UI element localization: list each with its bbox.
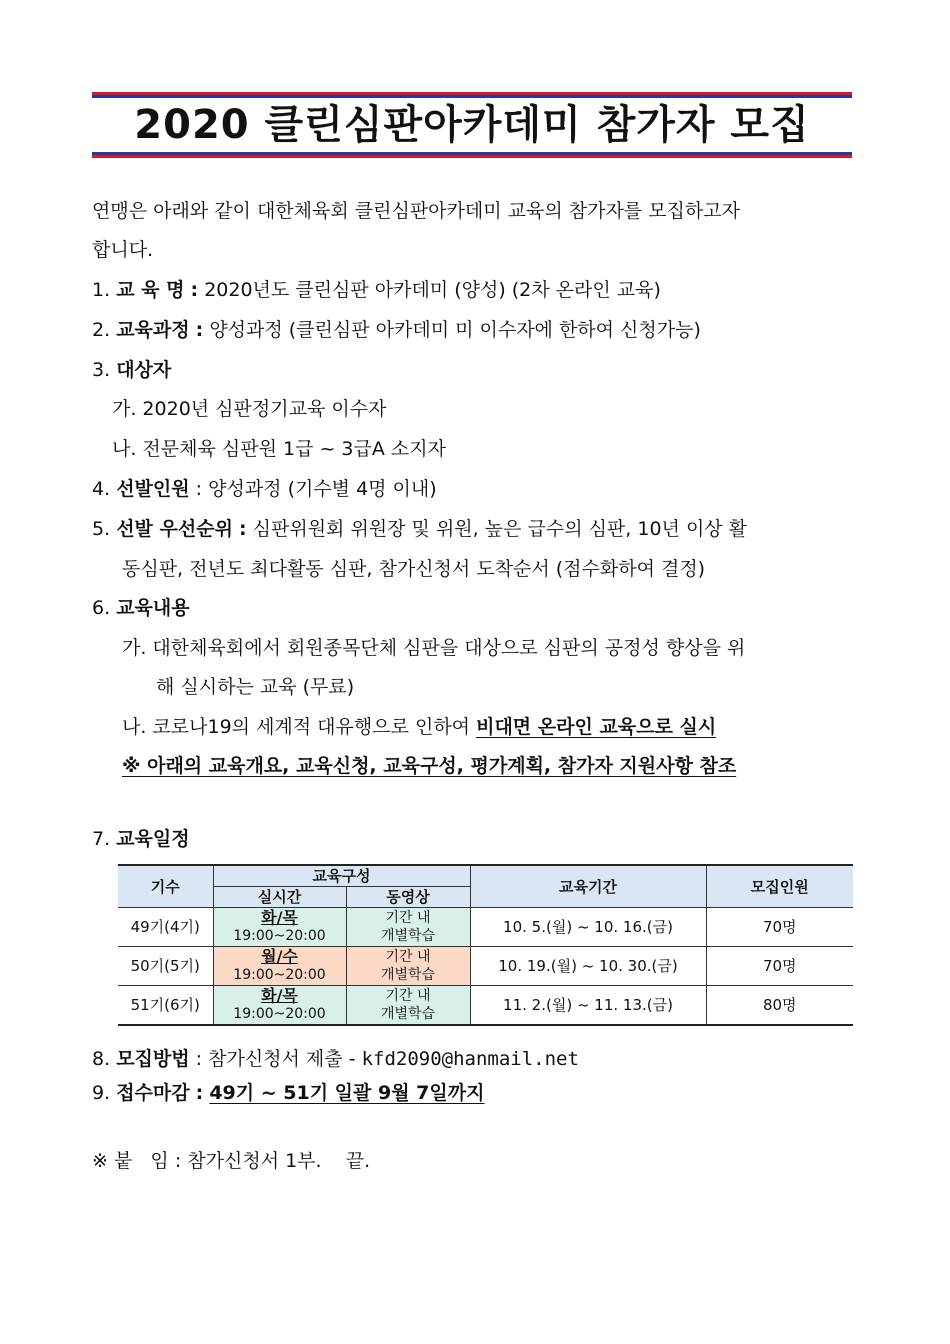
item-number: 8. — [92, 1048, 111, 1070]
table-row — [118, 947, 853, 986]
item-deadline — [92, 1080, 484, 1106]
content-sub-b — [122, 714, 716, 740]
item-selection-count — [92, 476, 437, 502]
item-text: 심판위원회 위원장 및 위원, 높은 급수의 심판, 10년 이상 활 — [252, 518, 748, 540]
page-title: 2020 클린심판아카데미 참가자 모집 — [134, 102, 810, 148]
video-line-1: 기간 내 — [385, 949, 431, 965]
video-line-2: 개별학습 — [380, 967, 436, 983]
item-selection-priority — [92, 516, 747, 542]
item-number: 7. — [92, 828, 111, 850]
content-reference-note: ※ 아래의 교육개요, 교육신청, 교육구성, 평가계획, 참가자 지원사항 참조 — [122, 755, 737, 777]
cell-video — [346, 986, 470, 1026]
selection-priority-line-2: 동심판, 전년도 최다활동 심판, 참가신청서 도착순서 (점수화하여 결정) — [122, 558, 706, 580]
intro-line-1: 연맹은 아래와 같이 대한체육회 클린심판아카데미 교육의 참가자를 모집하고자 — [92, 200, 740, 222]
item-text: 양성과정 (기수별 4명 이내) — [208, 478, 437, 500]
item-label: 선발 우선순위 — [116, 518, 233, 540]
item-separator: : — [190, 279, 199, 301]
table-row — [118, 986, 853, 1026]
item-number: 6. — [92, 597, 111, 619]
cell-video — [346, 947, 470, 986]
content-sub-a-line-2: 해 실시하는 교육 (무료) — [156, 676, 355, 698]
cell-period: 10. 19.(월) ~ 10. 30.(금) — [470, 947, 706, 986]
cell-recruit: 80명 — [706, 986, 853, 1026]
item-label: 교육과정 — [116, 319, 190, 341]
item-text: 참가신청서 제출 - — [208, 1048, 362, 1070]
item-text: 2020년도 클린심판 아카데미 (양성) (2차 온라인 교육) — [204, 279, 661, 301]
item-separator: : — [238, 518, 247, 540]
schedule-table — [118, 864, 853, 1026]
content-sub-b-emphasis: 비대면 온라인 교육으로 실시 — [476, 716, 717, 738]
item-separator: : — [195, 319, 204, 341]
item-separator: : — [195, 1048, 203, 1070]
content-sub-b-text: 나. 코로나19의 세계적 대유행으로 인하여 — [122, 716, 477, 738]
cell-cohort: 51기(6기) — [118, 986, 213, 1026]
realtime-time: 19:00~20:00 — [233, 928, 326, 944]
realtime-days: 월/수 — [261, 947, 298, 966]
eligibility-sub-a: 가. 2020년 심판정기교육 이수자 — [112, 398, 387, 420]
header-cohort: 기수 — [118, 865, 213, 908]
video-line-2: 개별학습 — [380, 1006, 436, 1022]
email-address: kfd2090@hanmail.net — [361, 1048, 579, 1070]
item-schedule — [92, 826, 190, 852]
item-number: 3. — [92, 359, 111, 381]
header-period: 교육기간 — [470, 865, 706, 908]
header-realtime: 실시간 — [213, 887, 346, 908]
header-video: 동영상 — [346, 887, 470, 908]
item-label: 접수마감 — [116, 1082, 190, 1104]
item-number: 2. — [92, 319, 111, 341]
item-education-name — [92, 277, 661, 303]
video-line-2: 개별학습 — [380, 928, 436, 944]
item-number: 1. — [92, 279, 111, 301]
item-course — [92, 317, 701, 343]
cell-period: 10. 5.(월) ~ 10. 16.(금) — [470, 908, 706, 947]
item-number: 5. — [92, 518, 111, 540]
cell-cohort: 50기(5기) — [118, 947, 213, 986]
realtime-days: 화/목 — [261, 908, 298, 927]
item-separator: : — [195, 1082, 204, 1104]
table-row — [118, 908, 853, 947]
item-eligibility — [92, 357, 171, 383]
title-rule-bottom — [92, 152, 852, 158]
item-recruit-method — [92, 1046, 579, 1072]
intro-line-2: 합니다. — [92, 239, 154, 261]
attachment-text: 참가신청서 1부. 끝. — [187, 1150, 371, 1172]
realtime-days: 화/목 — [261, 986, 298, 1005]
item-label: 교육내용 — [116, 597, 190, 619]
cell-recruit: 70명 — [706, 947, 853, 986]
content-sub-a-line-1: 가. 대한체육회에서 회원종목단체 심판을 대상으로 심판의 공정성 향상을 위 — [122, 637, 746, 659]
video-line-1: 기간 내 — [385, 988, 431, 1004]
realtime-time: 19:00~20:00 — [233, 967, 326, 983]
deadline-text: 49기 ~ 51기 일괄 9월 7일까지 — [209, 1082, 485, 1104]
item-label: 모집방법 — [116, 1048, 190, 1070]
item-separator: : — [195, 478, 203, 500]
item-label: 선발인원 — [116, 478, 190, 500]
item-content — [92, 595, 190, 621]
item-label: 교 육 명 — [116, 279, 185, 301]
item-text: 양성과정 (클린심판 아카데미 미 이수자에 한하여 신청가능) — [209, 319, 701, 341]
header-composition: 교육구성 — [213, 865, 470, 887]
cell-cohort: 49기(4기) — [118, 908, 213, 947]
item-number: 4. — [92, 478, 111, 500]
video-line-1: 기간 내 — [385, 910, 431, 926]
attachment-label: ※ 붙 임 : — [92, 1150, 182, 1172]
realtime-time: 19:00~20:00 — [233, 1006, 326, 1022]
item-label: 교육일정 — [116, 828, 190, 850]
cell-recruit: 70명 — [706, 908, 853, 947]
cell-period: 11. 2.(월) ~ 11. 13.(금) — [470, 986, 706, 1026]
item-label: 대상자 — [116, 359, 172, 381]
eligibility-sub-b: 나. 전문체육 심판원 1급 ~ 3급A 소지자 — [112, 438, 446, 460]
cell-realtime — [213, 908, 346, 947]
cell-realtime — [213, 986, 346, 1026]
header-recruit: 모집인원 — [706, 865, 853, 908]
title-rule-top — [92, 92, 852, 98]
cell-video — [346, 908, 470, 947]
attachment-line — [92, 1148, 370, 1174]
item-number: 9. — [92, 1082, 111, 1104]
cell-realtime — [213, 947, 346, 986]
